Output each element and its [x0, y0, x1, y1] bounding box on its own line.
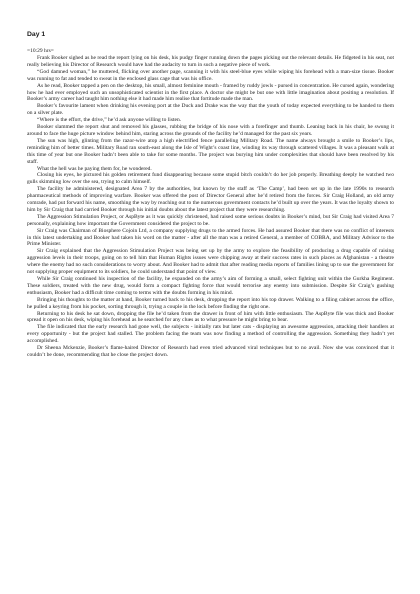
paragraph: Closing his eyes, he pictured his golden retirement fund disappearing because some stupid bitch couldn’t do her job properly. Breathing deeply he watched two gulls skimming low over the sea, trying to calm himself. — [27, 172, 394, 186]
chapter-title: Day 1 — [27, 31, 46, 38]
paragraph: As he read, Booker tapped a pen on the desktop, his small, almost feminine mouth - framed by ruddy jowls - pursed in concentration. He cursed again, wondering how he had ever employed such an unsophisticated scientist in the first place. A doctor she might be but one with little imagination about positing a resolution. If Booker’s army career had taught him nothing else it had made him realise that fortitude made the man. — [27, 82, 394, 103]
paragraph: Booker slammed the report shut and removed his glasses, rubbing the bridge of his nose with a forefinger and thumb. Leaning back in his chair, he swung it around to face the huge picture window behind him, staring across the grounds of the facility he’d managed for the past six years. — [27, 124, 394, 137]
paragraph: While Sir Craig continued his inspection of the facility, he expanded on the army’s aim of forming a small, select fighting unit within the Gurkha Regiment. These soldiers, treated with the new drug, would form a compact fighting force that would terrorise any enemy into submission. Despite Sir Craig’s gushing enthusiasm, Booker had a difficult time coming to terms with the doubts forming in his mind. — [27, 276, 394, 296]
paragraph: Returning to his desk he sat down, dropping the file he’d taken from the drawer in front of him with little enthusiasm. The AspByte file was thick and Booker spread it open on his desk, wiping his forehead as he searched for any clues as to what pressure he might bring to bear. — [27, 310, 394, 324]
paragraph: The Aggression Stimulation Project, or AspByte as it was quickly christened, had raised some serious doubts in Booker’s mind, but Sir Craig had visited Area 7 personally, explaining how important the Government considered the project to be. — [27, 213, 394, 227]
paragraph: Sir Craig was Chairman of Biosphere Cojoin Ltd, a company supplying drugs to the armed forces. He had assured Booker that there was no conflict of interests in this latest undertaking and Booker had taken his word on the matter - after all the man was a retired General, a member of COBRA, and Military Advisor to the Prime Minister. — [27, 227, 394, 248]
paragraph: “God damned woman,” he muttered, flicking over another page, scanning it with his steel-blue eyes while wiping his forehead with a man-size tissue. Booker was running to fat and tended to sweat in the enclosed glass cage that was his office. — [27, 68, 394, 82]
paragraph: The file indicated that the early research had gone well, the subjects - initially rats but later cats - displaying an awesome aggression, attacking their handlers at every opportunity - but the project had stalled. The problem facing the team was now finding a method of controlling the aggression. Something they hadn’t yet accomplished. — [27, 324, 394, 345]
paragraph: Bringing his thoughts to the matter at hand, Booker turned back to his desk, dropping the report into his top drawer. Walking to a filing cabinet across the office, he pulled a keyring from his pocket, sorting through it, trying a couple in the lock before finding the right one. — [27, 296, 394, 310]
body-text — [27, 55, 394, 359]
paragraph: What the hell was he paying them for, he wondered. — [37, 165, 152, 172]
paragraph: Dr Sheena Mckenzie, Booker’s flame-haired Director of Research had even tried advanced viral techniques but to no avail. Now she was convinced that it couldn’t be done, recommending that he close the project down. — [27, 345, 394, 358]
timestamp: =10:29 hrs= — [27, 48, 54, 54]
paragraph: “Where is the effort, the drive,” he’d ask anyone willing to listen. — [37, 117, 182, 124]
paragraph: Booker’s favourite lament when drinking his evening port at the Duck and Drake was the way that the youth of today expected everything to be handed to them on a silver plate. — [27, 103, 394, 117]
paragraph: Frank Booker sighed as he read the report lying on his desk, his pudgy finger running down the pages picking out the relevant details. He fidgeted in his seat, not really believing his Director of Research would have had the audacity to turn in such a negative piece of work. — [27, 55, 394, 68]
paragraph: Sir Craig explained that the Aggression Stimulation Project was being set up by the army to explore the feasibility of producing a drug capable of raising aggression levels in their troops, going on to tell him that Human Rights issues were chipping away at their success rates in such places as Afghanistan - a theatre where the enemy had no such considerations to worry about. And Booker had to admit that after reading media reports of families lining up to sue the government for not supplying proper equipment to its soldiers, he could understand that point of view. — [27, 248, 394, 276]
paragraph: The sun was high, glinting from the razor-wire atop a high electrified fence paralleling Military Road. The name always brought a smile to Booker’s lips, reminding him of better times. Military Road ran south-east along the Isle of Wight’s coast line, winding its way through scattered villages. It was a pleasant walk at this time of year but one Booker hadn’t been able to take for some months. The project was burying him under complexities that should have been resolved by his staff. — [27, 137, 394, 165]
paragraph: The facility he administered, designated Area 7 by the authorities, but known by the staff as ‘The Camp’, had been set up in the late 1990s to research pharmaceutical methods of improving warfare. Booker was offered the post of Director General after he’d retired from the forces. Sir Craig Holland, an old army comrade, had put forward his name, smoothing the way by reaching out to the numerous government contacts he’d built up over the years. It was the loyalty shown to him by Sir Craig that had carried Booker through his initial doubts about the latest project that they were researching. — [27, 186, 394, 213]
